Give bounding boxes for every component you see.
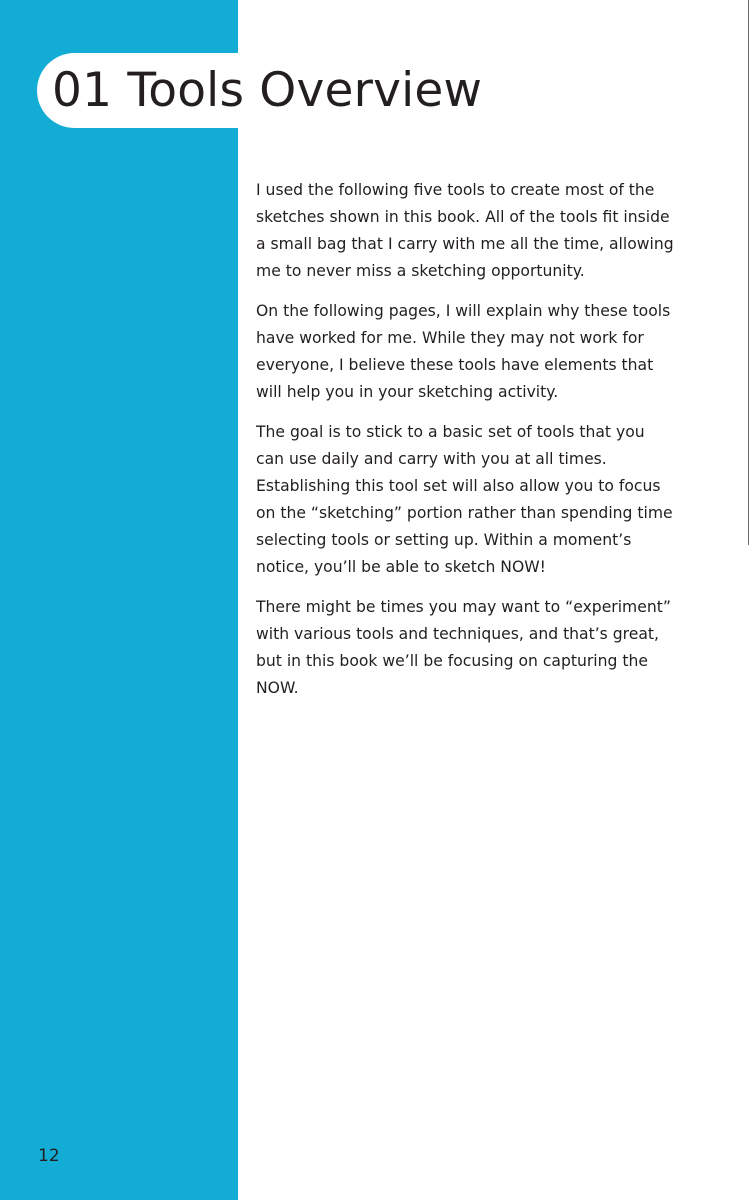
- paragraph: I used the following five tools to create most of the sketches shown in this book. All of the tools fit inside a small bag that I carry with me all the time, allowing me to never miss a sketching opportunity.: [256, 181, 674, 280]
- paragraph: On the following pages, I will explain why these tools have worked for me. While they may not work for everyone, I believe these tools have elements that will help you in your sketching activity.: [256, 302, 671, 401]
- chapter-title: 01 Tools Overview: [52, 63, 483, 118]
- page-edge-line: [748, 0, 749, 545]
- paragraph: There might be times you may want to “experiment” with various tools and techniques, and that’s great, but in this book we’ll be focusing on capturing the NOW.: [256, 598, 671, 697]
- chapter-sidebar: [0, 0, 238, 1200]
- paragraph: The goal is to stick to a basic set of tools that you can use daily and carry with you at all times. Establishing this tool set will also allow you to focus on the “sketching” portion rather than spending time selecting tools or setting up. Within a moment’s notice, you’ll be able to sketch NOW!: [256, 423, 673, 576]
- body-text: [256, 177, 676, 715]
- page-number: 12: [38, 1146, 60, 1166]
